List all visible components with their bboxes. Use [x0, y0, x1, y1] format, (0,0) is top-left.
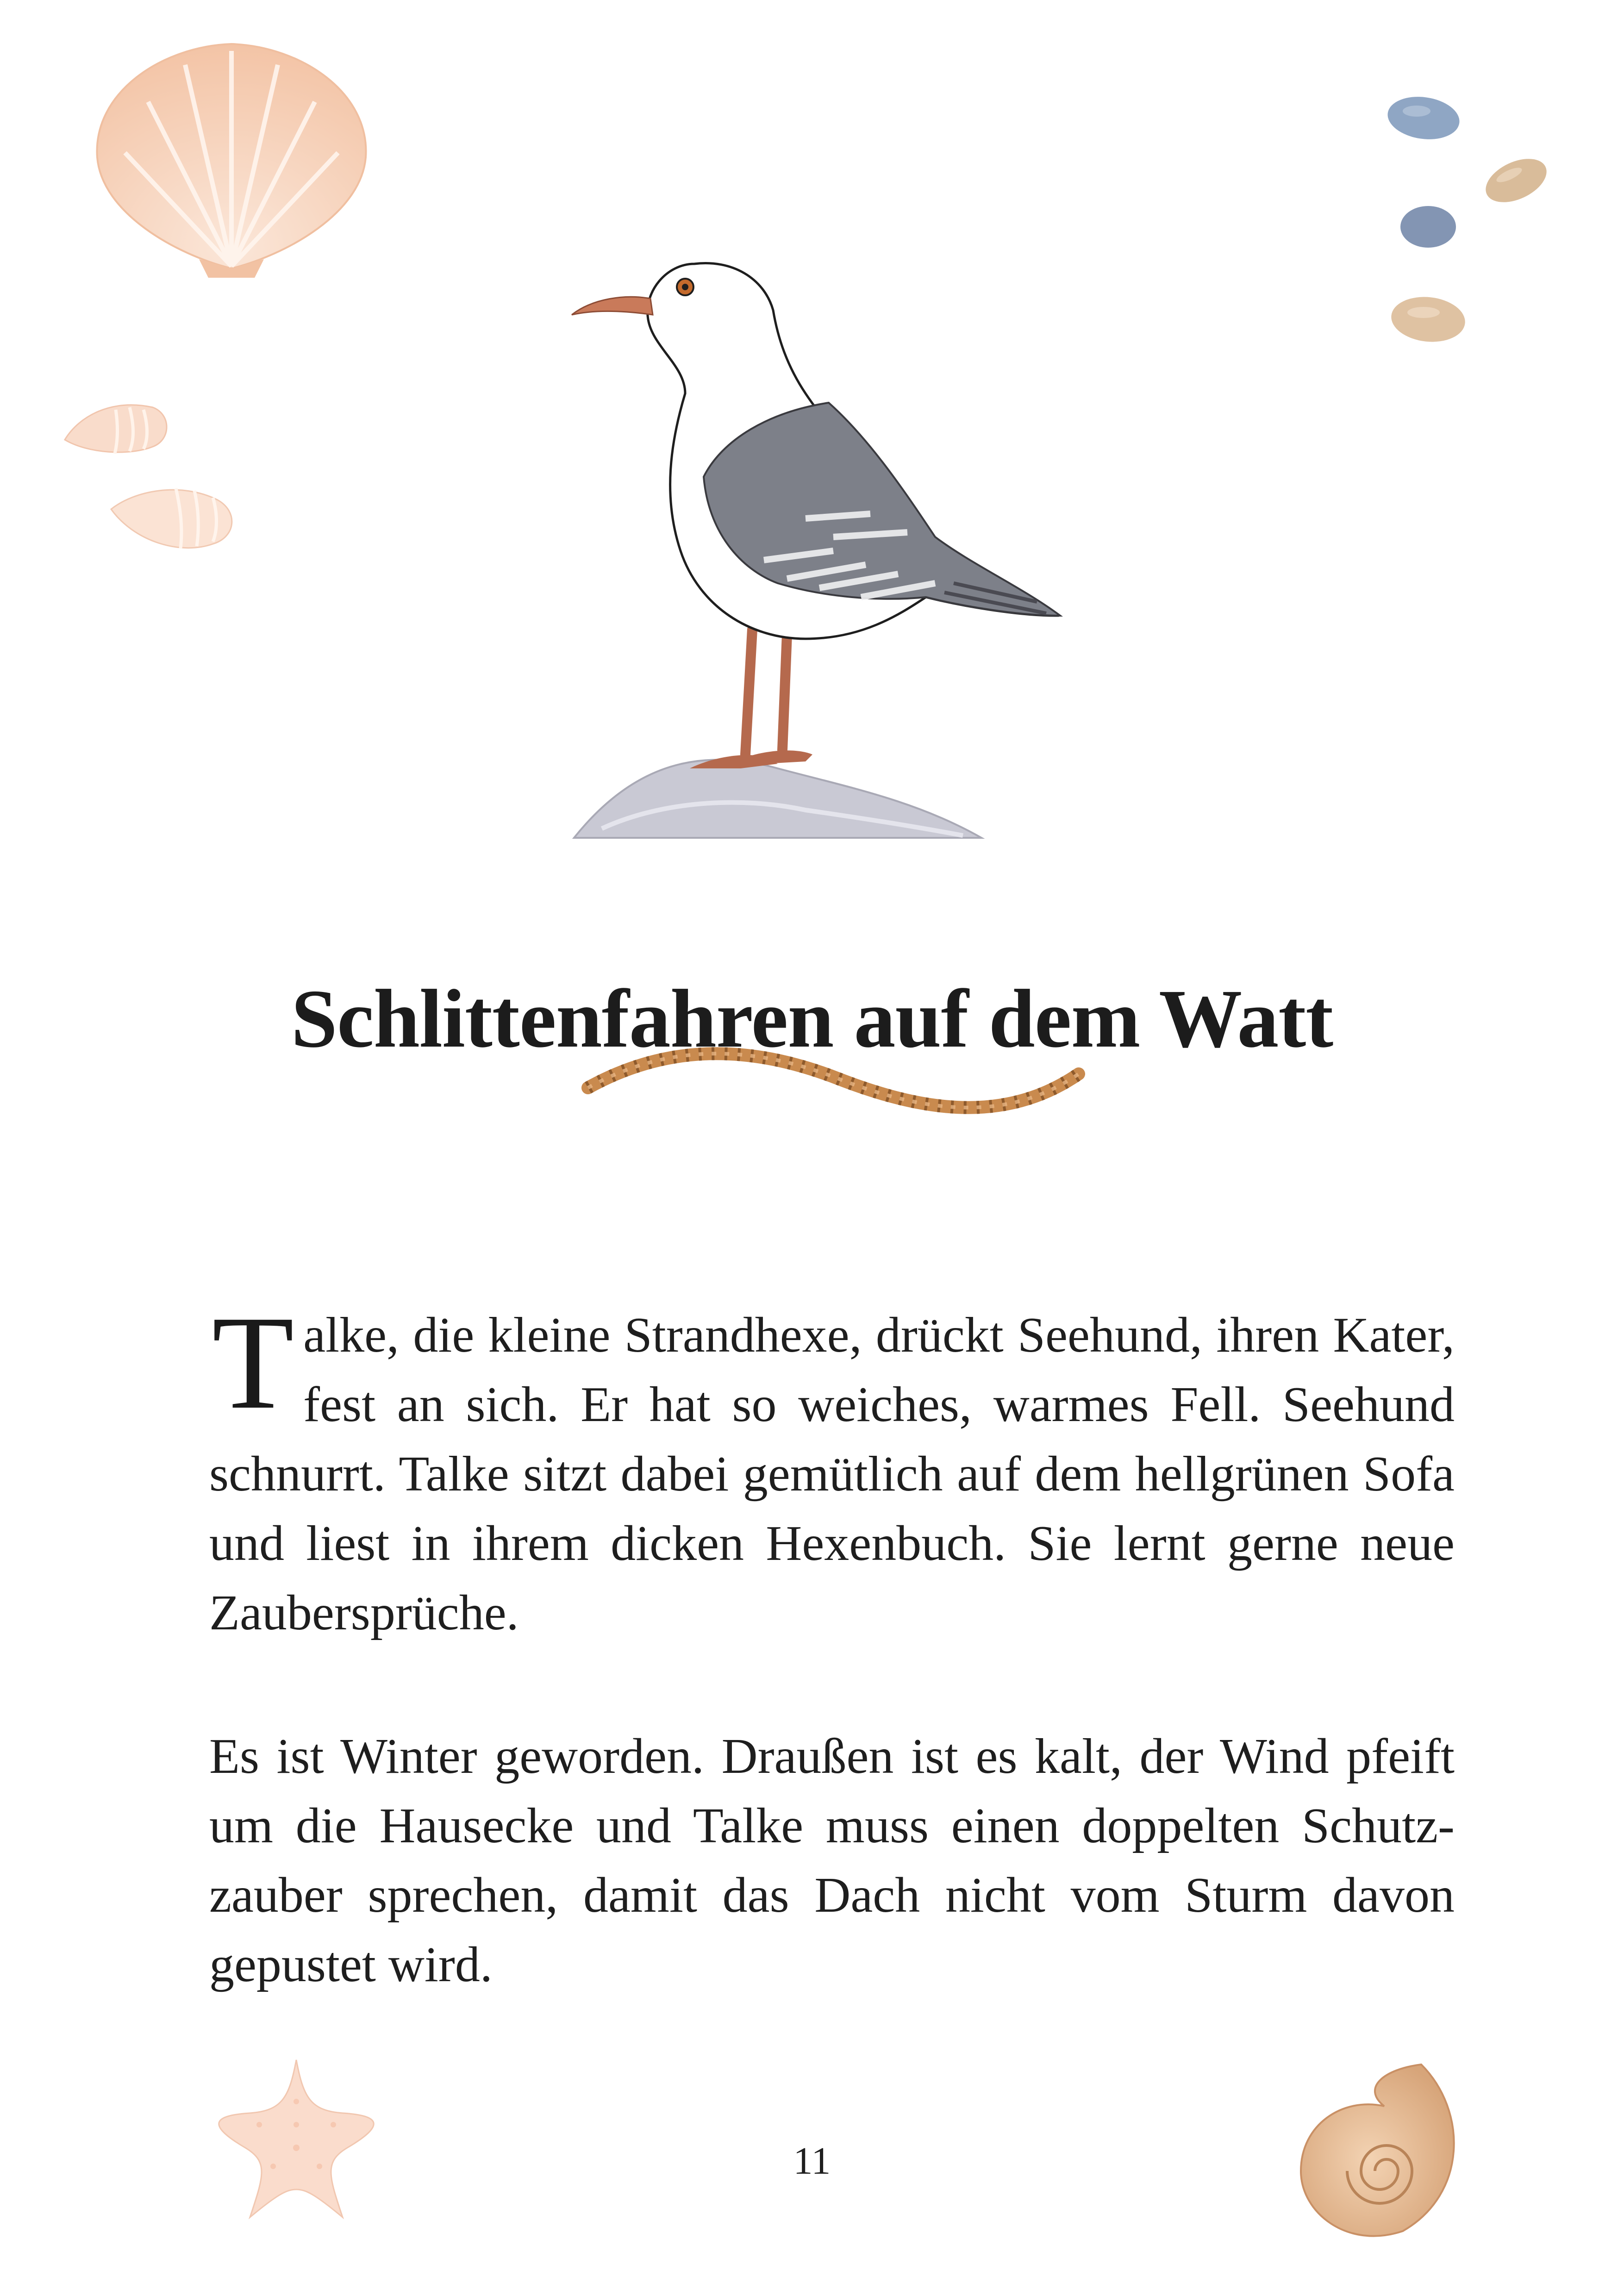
conch-shell-icon — [106, 472, 241, 560]
rope-divider — [579, 1037, 1088, 1139]
pebbles-icon — [1380, 93, 1565, 352]
drop-cap: T — [212, 1288, 294, 1437]
conch-shell-icon — [60, 389, 176, 463]
gull-beak — [572, 297, 653, 315]
chapter-title: Schlittenfahren auf dem Watt — [291, 972, 1333, 1065]
scallop-shell-icon — [83, 37, 380, 278]
paragraph-1 — [209, 1288, 1455, 1648]
seagull-illustration — [546, 199, 1125, 856]
page-number: 11 — [793, 2139, 831, 2183]
paragraph-2: Es ist Winter geworden. Draußen ist es kalt, der Wind pfeift um die Hausecke und Talke muss einen doppelten Schutzzauber sprechen, damit das Dach nicht vom Sturm davon gepustet wird. — [209, 1729, 1455, 1992]
paragraph-1-text: alke, die kleine Strandhexe, drückt Seehund, ihren Kater, fest an sich. Er hat so weiches, warmes Fell. Seehund schnurrt. Talke sitzt dabei gemütlich auf dem hellgrünen Sofa und liest in ihrem dicken Hexenbuch. Sie lernt gerne neue Zaubersprüche. — [209, 1308, 1455, 1640]
